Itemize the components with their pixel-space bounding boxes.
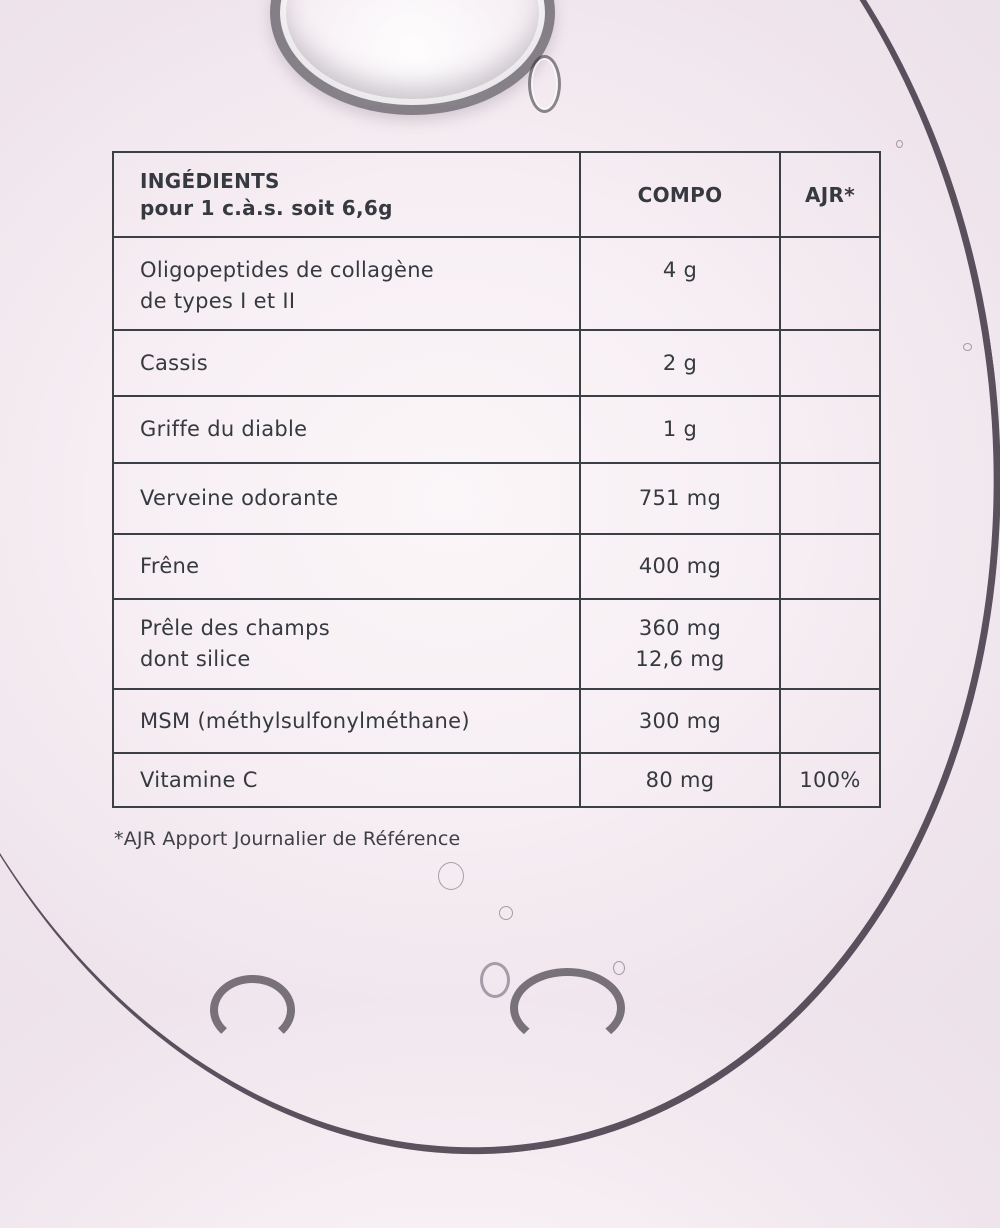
ingredient-cell: [113, 330, 580, 396]
compo-value: 2 g: [662, 350, 698, 375]
compo-cell: [580, 753, 780, 807]
ajr-cell: [780, 396, 880, 463]
ingredient-cell: [113, 534, 580, 599]
background-bottom-bubble: [510, 968, 625, 1048]
table-row: [113, 753, 880, 807]
ingredient-name: Frêne: [140, 554, 200, 578]
ingredient-cell: [113, 396, 580, 463]
ingredient-name: Prêle des champs: [140, 616, 330, 640]
table-row: [113, 396, 880, 463]
ingredient-name: Oligopeptides de collagène: [140, 258, 435, 282]
ingredient-name: Vitamine C: [140, 767, 258, 792]
background-tiny-bubble: [438, 862, 464, 890]
ingredients-table: [112, 151, 881, 808]
table-row: [113, 237, 880, 330]
header-ingredients-subtitle: pour 1 c.à.s. soit 6,6g: [140, 195, 393, 220]
table-row: [113, 330, 880, 396]
background-tiny-bubble: [613, 961, 625, 975]
ajr-footnote: *AJR Apport Journalier de Référence: [114, 828, 461, 850]
ajr-cell: [780, 599, 880, 689]
compo-value: 1 g: [662, 417, 698, 441]
header-ingredients-title: INGÉDIENTS: [140, 168, 280, 193]
ingredient-cell: [113, 463, 580, 534]
compo-cell: [580, 599, 780, 689]
ingredient-name: Cassis: [140, 350, 208, 375]
compo-subvalue: 12,6 mg: [635, 647, 725, 671]
ajr-cell: [780, 463, 880, 534]
ajr-cell: [780, 689, 880, 753]
compo-value: 360 mg: [638, 616, 722, 640]
header-compo: COMPO: [580, 152, 780, 237]
compo-value: 751 mg: [638, 486, 722, 510]
compo-cell: [580, 689, 780, 753]
background-bottom-bubble: [480, 962, 510, 998]
ajr-cell: [780, 237, 880, 330]
compo-value: 80 mg: [645, 767, 715, 792]
table-row: [113, 689, 880, 753]
compo-cell: [580, 237, 780, 330]
table-header-row: [113, 152, 880, 237]
compo-cell: [580, 396, 780, 463]
background-small-bubble: [528, 55, 561, 113]
table-row: [113, 534, 880, 599]
compo-value: 300 mg: [638, 708, 722, 733]
compo-cell: [580, 534, 780, 599]
compo-value: 400 mg: [638, 554, 722, 578]
background-tiny-bubble: [896, 140, 903, 148]
ingredient-name: MSM (méthylsulfonylméthane): [140, 708, 470, 733]
header-ingredients: [113, 152, 580, 237]
compo-cell: [580, 463, 780, 534]
header-ajr: AJR*: [780, 152, 880, 237]
ingredient-detail: de types I et II: [140, 289, 296, 313]
background-bottom-bubble: [210, 975, 295, 1045]
ajr-cell: [780, 330, 880, 396]
ajr-cell: 100%: [780, 753, 880, 807]
table-row: [113, 599, 880, 689]
ingredient-detail: dont silice: [140, 647, 251, 671]
compo-cell: [580, 330, 780, 396]
ajr-cell: [780, 534, 880, 599]
background-tiny-bubble: [963, 343, 972, 351]
background-large-bubble: [270, 0, 555, 115]
ingredient-cell: [113, 753, 580, 807]
ingredient-cell: [113, 689, 580, 753]
compo-value: 4 g: [662, 258, 698, 282]
table-row: [113, 463, 880, 534]
ingredient-cell: [113, 599, 580, 689]
ingredient-cell: [113, 237, 580, 330]
ingredient-name: Verveine odorante: [140, 486, 339, 510]
ingredient-name: Griffe du diable: [140, 417, 308, 441]
background-tiny-bubble: [499, 906, 513, 920]
